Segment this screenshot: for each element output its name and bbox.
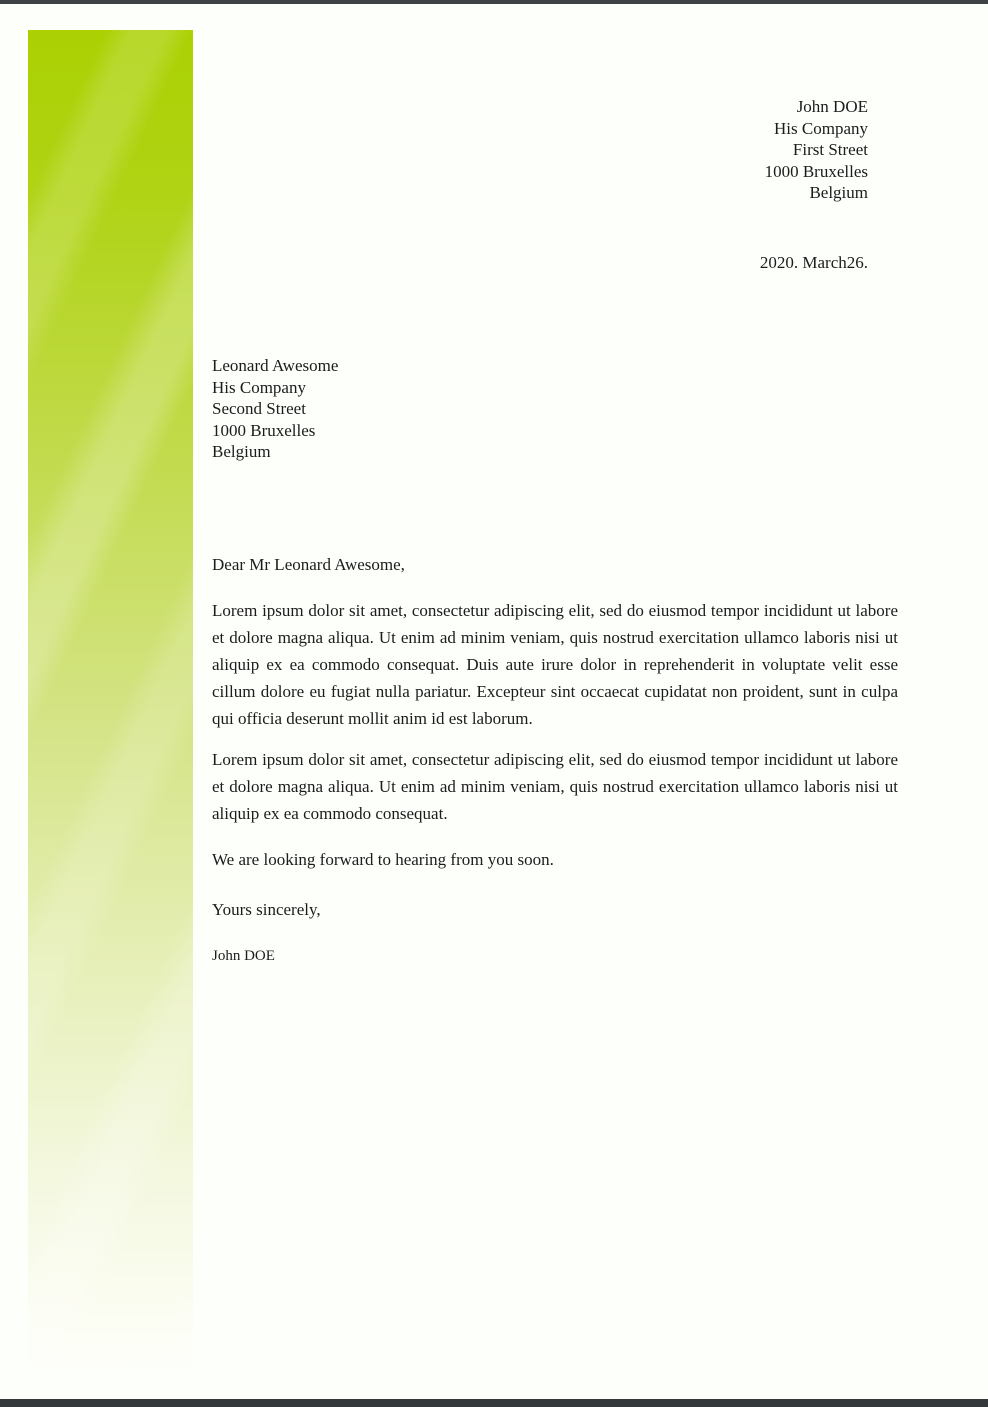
sender-company: His Company	[774, 118, 868, 138]
window-bottom-edge	[0, 1399, 988, 1407]
sender-city: 1000 Bruxelles	[764, 161, 868, 181]
sender-street: First Street	[792, 140, 868, 159]
letter-date: 2020. March26.	[759, 253, 868, 272]
salutation: Dear Mr Leonard Awesome,	[212, 555, 405, 574]
recipient-name: Leonard Awesome	[212, 356, 339, 375]
body-paragraph-1: Lorem ipsum dolor sit amet, consectetur adipiscing elit, sed do eiusmod tempor incididunt ut labore et dolore magna aliqua. Ut enim ad minim veniam, quis nostrud exercitation ullamco laboris nisi ut aliquip ex ea commodo consequat. Duis aute irure dolor in reprehenderit in voluptate velit esse cillum dolore eu fugiat nulla pariatur. Excepteur sint occaecat cupidatat non proident, sunt in culpa qui officia deserunt mollit anim id est laborum.	[212, 601, 898, 728]
recipient-country: Belgium	[212, 442, 271, 461]
sender-name: John DOE	[796, 97, 868, 116]
decorative-green-gradient-bar	[28, 30, 193, 1380]
window-top-edge	[0, 0, 988, 4]
sender-country: Belgium	[809, 183, 868, 202]
recipient-city: 1000 Bruxelles	[212, 420, 316, 440]
closing-line: We are looking forward to hearing from you soon.	[212, 850, 554, 869]
recipient-company: His Company	[212, 377, 306, 397]
recipient-street: Second Street	[212, 399, 306, 418]
recipient-address-block	[212, 355, 338, 463]
sender-address-block	[765, 96, 868, 204]
signature-name: John DOE	[212, 948, 275, 964]
body-paragraph-2: Lorem ipsum dolor sit amet, consectetur adipiscing elit, sed do eiusmod tempor incididunt ut labore et dolore magna aliqua. Ut enim ad minim veniam, quis nostrud exercitation ullamco laboris nisi ut aliquip ex ea commodo consequat.	[212, 750, 898, 823]
valediction: Yours sincerely,	[212, 900, 321, 919]
